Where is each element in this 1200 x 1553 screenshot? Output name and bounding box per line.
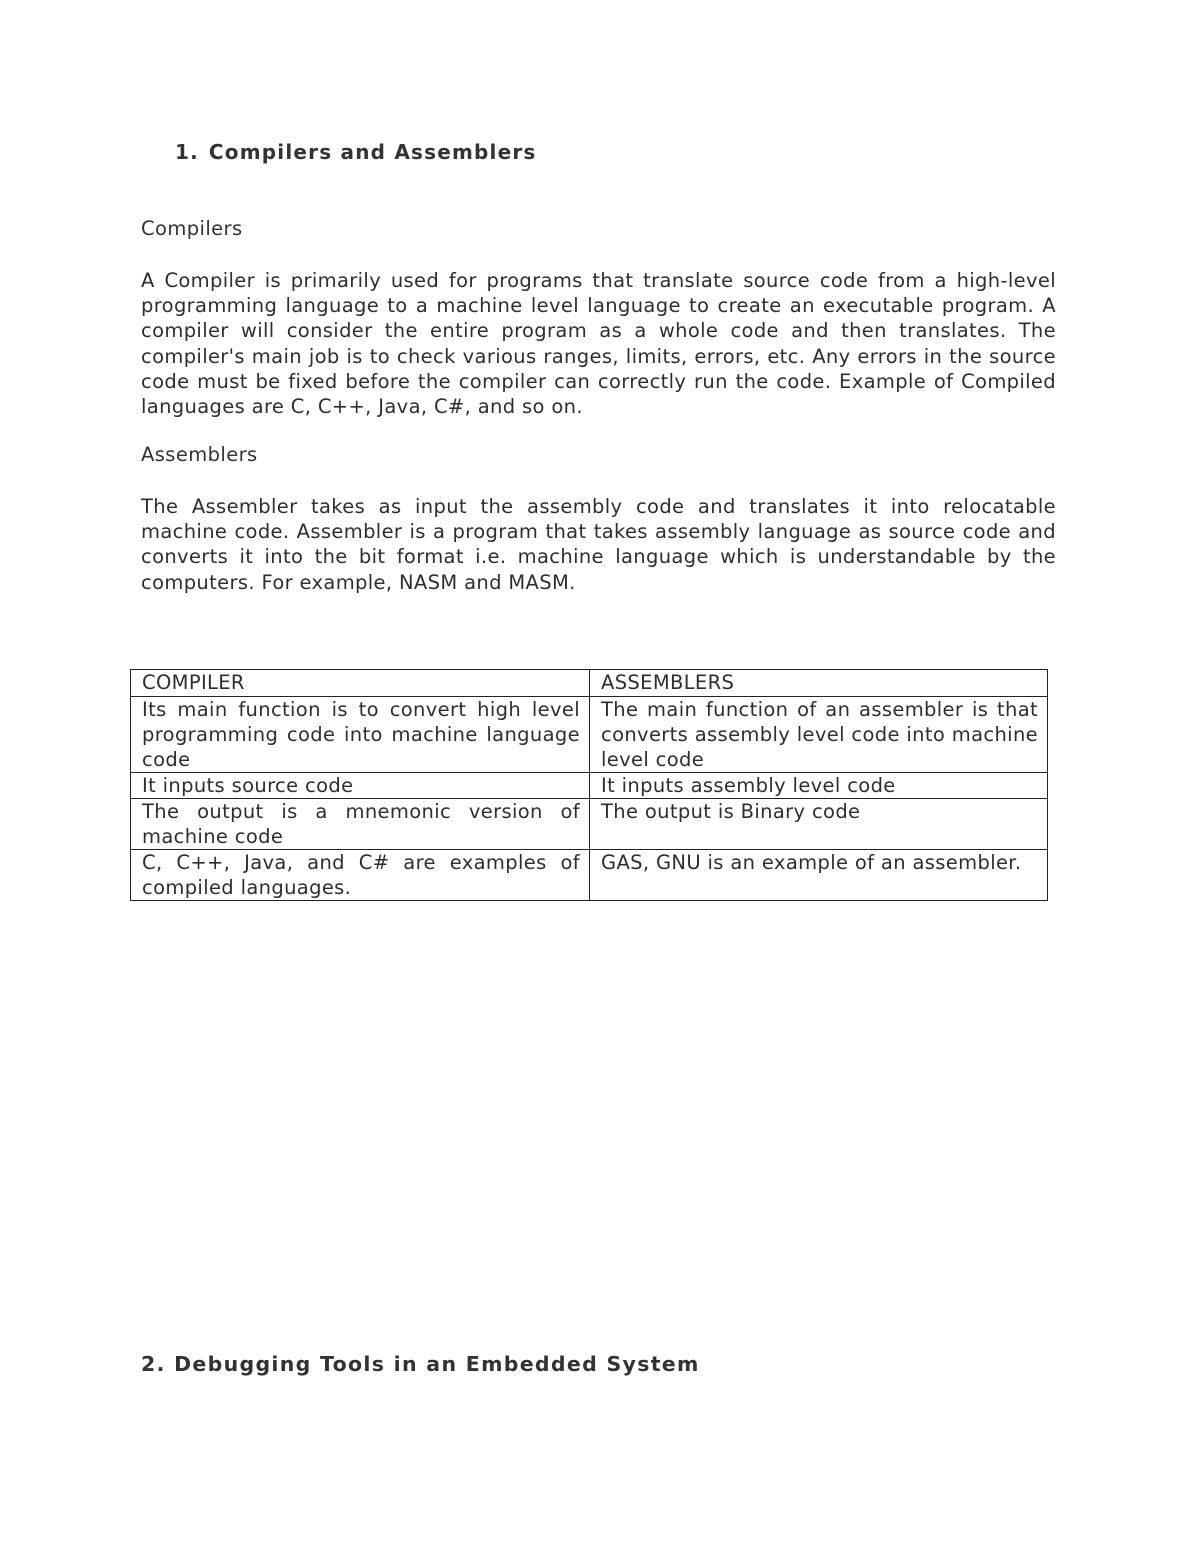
table-cell: It inputs source code <box>131 773 590 799</box>
table-header-assemblers: ASSEMBLERS <box>590 670 1048 697</box>
assemblers-subheading: Assemblers <box>141 443 258 466</box>
table-header-row <box>131 670 1048 697</box>
table-cell: The main function of an assembler is that converts assembly level code into machine level code <box>590 697 1048 773</box>
table-cell: It inputs assembly level code <box>590 773 1048 799</box>
compilers-paragraph: A Compiler is primarily used for programs that translate source code from a high-level programming language to a machine level language to create an executable program. A compiler will consider the entire program as a whole code and then translates. The compiler's main job is to check various ranges, limits, errors, etc. Any errors in the source code must be fixed before the compiler can correctly run the code. Example of Compiled languages are C, C++, Java, C#, and so on. <box>141 269 1056 419</box>
compilers-subheading: Compilers <box>141 217 243 240</box>
section-1-title: Compilers and Assemblers <box>208 140 537 164</box>
table-cell: C, C++, Java, and C# are examples of compiled languages. <box>131 850 590 901</box>
table-row <box>131 850 1048 901</box>
table-cell: Its main function is to convert high level programming code into machine language code <box>131 697 590 773</box>
section-1-number: 1. <box>175 140 199 164</box>
section-1-heading <box>175 140 537 164</box>
table-header-compiler: COMPILER <box>131 670 590 697</box>
table-row <box>131 697 1048 773</box>
table-cell: The output is Binary code <box>590 799 1048 850</box>
assemblers-paragraph: The Assembler takes as input the assembly code and translates it into relocatable machine code. Assembler is a program that takes assembly language as source code and converts it into the bit format i.e. machine language which is understandable by the computers. For example, NASM and MASM. <box>141 495 1056 594</box>
table-row <box>131 799 1048 850</box>
table-cell: The output is a mnemonic version of machine code <box>131 799 590 850</box>
section-2-heading: 2. Debugging Tools in an Embedded System <box>141 1352 700 1376</box>
table-row <box>131 773 1048 799</box>
comparison-table <box>130 669 1048 901</box>
table-cell: GAS, GNU is an example of an assembler. <box>590 850 1048 901</box>
